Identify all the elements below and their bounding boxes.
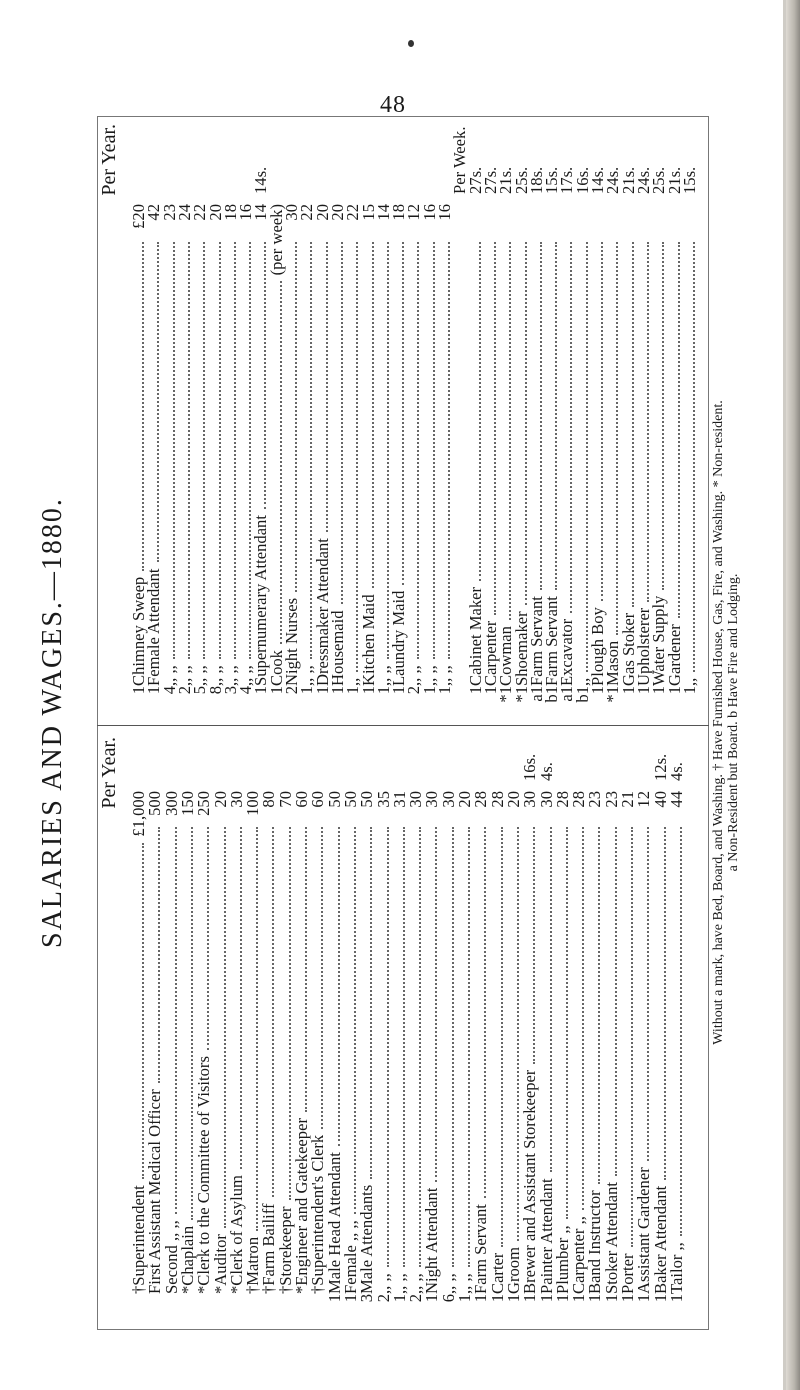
leader-dots [208, 242, 221, 659]
row-title: ,, ,, [435, 665, 454, 686]
row-count: 3 [220, 686, 240, 695]
row-title: Night Nurses [282, 597, 301, 686]
row-count: 2 [373, 1294, 393, 1303]
row-title: Gas Stoker [618, 612, 638, 686]
row-title: †Superintendent [129, 1185, 148, 1294]
row-extra: 21s. [496, 166, 516, 194]
leader-dots [310, 827, 323, 1129]
row-count: 2 [174, 686, 194, 695]
row-title: ,, ,, [205, 665, 225, 686]
leader-dots [162, 242, 175, 659]
row-amount: 70 [275, 791, 295, 808]
row-extra: 21s. [618, 166, 638, 194]
row-count: 1 [324, 1294, 344, 1303]
row-title: ,, [572, 677, 592, 686]
row-amount: £1,000 [129, 791, 148, 837]
row-amount: 20 [327, 204, 347, 221]
row-amount: 250 [194, 791, 214, 816]
leader-dots [146, 242, 159, 562]
row-count: 1 [435, 686, 454, 695]
leader-dots [682, 242, 695, 672]
leader-dots [343, 827, 356, 1214]
row-extra: 18s. [526, 166, 546, 194]
leader-dots [457, 827, 470, 1267]
row-count: a1 [526, 686, 546, 702]
row-count: 1 [266, 686, 286, 695]
row-title: Shoemaker [511, 611, 531, 686]
row-amount: 24 [174, 204, 194, 221]
row-amount: 22 [297, 204, 317, 221]
row-count: 1 [312, 686, 332, 695]
table-row [680, 124, 701, 714]
row-amount: 22 [343, 204, 363, 221]
row-extra: 15s. [679, 166, 699, 194]
row-extra: 27s. [480, 166, 500, 194]
row-count: 1 [618, 686, 638, 695]
leader-dots [213, 827, 226, 1228]
row-count: 1 [465, 686, 485, 695]
row-title: ,, ,, [373, 665, 393, 686]
row-count: 2 [406, 1294, 426, 1303]
row-title: Night Attendant [422, 1187, 442, 1294]
row-amount: 35 [373, 791, 393, 808]
leader-dots [441, 827, 454, 1267]
leader-dots [604, 827, 617, 1176]
leader-dots [245, 827, 258, 1231]
row-amount: 28 [552, 791, 572, 808]
row-count: 2 [404, 686, 424, 695]
row-amount: 20 [312, 204, 332, 221]
row-title: Second ,, ,, [161, 1220, 181, 1294]
row-title: Mason [603, 640, 623, 686]
left-column [99, 737, 705, 1322]
row-count: 1 [419, 686, 439, 695]
row-extra: 24s. [603, 166, 623, 194]
row-extra: 27s. [465, 166, 485, 194]
row-count: 1 [601, 1294, 621, 1303]
row-count: 1 [666, 1294, 686, 1303]
row-amount: 50 [340, 791, 360, 808]
leader-dots [315, 242, 328, 532]
row-amount: 30 [406, 791, 426, 808]
row-count: 5 [190, 686, 210, 695]
leader-dots [299, 242, 312, 659]
row-amount: 12 [634, 791, 654, 808]
row-amount: 14 [251, 204, 271, 221]
row-title: Female ,, ,, [340, 1220, 360, 1294]
row-title: ,, ,, [159, 665, 179, 686]
leader-dots [522, 827, 535, 1064]
row-title: *Chaplain [177, 1225, 197, 1294]
row-count: 1 [422, 1294, 442, 1303]
row-title: Brewer and Assistant Storekeeper [520, 1069, 540, 1294]
row-extra: 12s. [650, 753, 670, 781]
row-count: 1 [389, 1294, 409, 1303]
page-number: 48 [380, 92, 406, 118]
row-amount: 30 [520, 791, 540, 808]
row-title: †Storekeeper [275, 1206, 295, 1294]
row-extra: 15s. [542, 166, 562, 194]
column-divider [97, 725, 709, 726]
leader-dots [180, 827, 193, 1220]
leader-dots [229, 827, 242, 1169]
row-amount: 23 [585, 791, 605, 808]
leader-dots [498, 242, 511, 620]
row-extra: 21s. [664, 166, 684, 194]
leader-dots [555, 827, 568, 1219]
row-amount: 100 [243, 791, 263, 816]
leader-dots [483, 242, 496, 615]
row-amount: 23 [601, 791, 621, 808]
row-count: *1 [603, 686, 623, 703]
row-amount: (per week) [266, 204, 286, 276]
row-title: Plumber ,, [552, 1225, 572, 1294]
row-title: *Engineer and Gatekeeper [292, 1118, 311, 1294]
row-title: Baker Attendant [650, 1185, 670, 1294]
row-title: Farm Servant [542, 596, 562, 686]
row-extra: 14s. [251, 166, 271, 194]
row-count: 1 [679, 686, 699, 695]
row-title: Water Supply [649, 595, 669, 686]
leader-dots [620, 827, 633, 1247]
leader-dots [422, 242, 435, 659]
row-count: 1 [129, 686, 148, 695]
row-count: 1 [373, 686, 393, 695]
row-count: 1 [588, 686, 607, 695]
row-extra: 17s. [557, 166, 577, 194]
leader-dots [196, 827, 209, 1050]
leader-dots [590, 242, 603, 601]
row-title: Painter Attendant [536, 1178, 556, 1294]
row-extra: 16s. [572, 166, 592, 194]
row-title: *Auditor [210, 1234, 230, 1294]
leader-dots [514, 242, 527, 605]
footnote-line-2: a Non-Resident but Board. b Have Fire and Lodging. [726, 573, 741, 872]
leader-dots [406, 242, 419, 659]
row-title: ,, ,, [406, 1273, 426, 1294]
row-title: ,, ,, [455, 1273, 474, 1294]
row-amount: 16 [435, 204, 454, 221]
row-extra: 25s. [649, 166, 669, 194]
leader-dots [539, 827, 552, 1172]
footnote-line-1: Without a mark, have Bed, Board, and Washing. † Have Furnished House, Gas, Fire, and Washing. * Non-resident. [711, 400, 726, 1045]
row-amount: 150 [177, 791, 197, 816]
leader-dots [192, 242, 205, 659]
row-count: b1 [542, 686, 562, 703]
leader-dots [261, 827, 274, 1198]
row-amount: 21 [618, 791, 637, 808]
row-count: 1 [552, 1294, 572, 1303]
row-title: ,, ,, [236, 665, 256, 686]
row-amount: 60 [308, 791, 328, 808]
row-extra: 25s. [511, 166, 531, 194]
right-column-header: Per Year. [98, 124, 120, 196]
row-title: Dressmaker Attendant [312, 538, 332, 686]
row-title: Upholsterer [633, 607, 653, 686]
leader-dots [269, 281, 282, 644]
leader-dots [177, 242, 190, 659]
footnotes [711, 115, 741, 1330]
row-title: Male Head Attendant [324, 1152, 344, 1294]
row-count: 1 [144, 686, 164, 695]
row-count: 1 [389, 686, 409, 695]
leader-dots [238, 242, 251, 659]
right-column [99, 124, 705, 714]
row-amount: 31 [389, 791, 409, 808]
row-count: 1 [503, 1294, 523, 1303]
row-count: 1 [520, 1294, 540, 1303]
row-amount: 12 [404, 204, 424, 221]
left-column-header: Per Year. [98, 737, 120, 809]
row-amount: 60 [292, 791, 311, 808]
leader-dots [490, 827, 503, 1247]
leader-dots [376, 242, 389, 659]
row-title: Porter [618, 1253, 637, 1294]
leader-dots [278, 827, 291, 1200]
row-extra: 14s. [588, 166, 607, 194]
leader-dots [164, 827, 177, 1214]
row-count: 1 [618, 1294, 637, 1303]
row-title: Carpenter [480, 620, 500, 686]
leader-dots [391, 242, 404, 585]
row-amount: 50 [324, 791, 344, 808]
leader-dots [571, 827, 584, 1210]
row-title: Laundry Maid [389, 590, 409, 686]
row-amount: 18 [220, 204, 240, 221]
row-extra: Per Week. [450, 126, 470, 194]
row-title: Excavator [557, 618, 577, 686]
leader-dots [544, 242, 557, 590]
page-heading: SALARIES AND WAGES.—1880. [37, 497, 68, 948]
row-count: 1 [487, 1294, 507, 1303]
leader-dots [653, 827, 666, 1180]
leader-dots [424, 827, 437, 1182]
row-amount: 300 [161, 791, 181, 816]
row-count: 1 [536, 1294, 556, 1303]
page-edge [786, 0, 800, 1390]
leader-dots [559, 242, 572, 613]
row-title: †Superintendent's Clerk [308, 1134, 328, 1294]
row-amount: 42 [144, 204, 164, 221]
row-amount: 30 [226, 791, 246, 808]
row-amount: 20 [455, 791, 474, 808]
leader-dots [636, 827, 649, 1161]
row-amount: 500 [145, 791, 165, 816]
row-count: b1 [572, 686, 592, 703]
row-title: Carpenter ,, [569, 1216, 589, 1294]
row-extra: 24s. [633, 166, 653, 194]
row-extra: 4s. [666, 762, 686, 781]
row-amount: 28 [569, 791, 589, 808]
leader-dots [667, 242, 680, 618]
leader-dots [284, 242, 297, 592]
row-count: 1 [471, 1294, 491, 1303]
row-amount: 44 [666, 791, 686, 808]
row-title: ,, ,, [389, 1273, 409, 1294]
row-count: 1 [251, 686, 271, 695]
table-row [667, 737, 688, 1322]
leader-dots [621, 242, 634, 607]
leader-dots [468, 242, 481, 581]
row-amount: 30 [422, 791, 442, 808]
row-amount: 20 [503, 791, 523, 808]
row-title: ,, ,, [297, 665, 317, 686]
row-count: 1 [569, 1294, 589, 1303]
leader-dots [605, 242, 618, 635]
row-amount: 80 [259, 791, 279, 808]
row-title: Farm Servant [526, 596, 546, 686]
row-title: ,, ,, [404, 665, 424, 686]
row-count: 6 [438, 1294, 458, 1303]
leader-dots [587, 827, 600, 1184]
row-count: 1 [327, 686, 347, 695]
leader-dots [361, 242, 374, 588]
row-title: †Farm Bailiff [259, 1203, 279, 1294]
row-title: Cook [266, 650, 286, 686]
leader-dots [529, 242, 542, 590]
row-count: 1 [664, 686, 684, 695]
row-title: Carter [487, 1252, 507, 1294]
leader-dots [147, 827, 160, 1083]
leader-dots [131, 242, 144, 571]
leader-dots [437, 242, 450, 659]
row-count: 1 [633, 686, 653, 695]
row-amount: 14 [373, 204, 393, 221]
leader-dots [376, 827, 389, 1267]
row-amount: 18 [389, 204, 409, 221]
leader-dots [575, 242, 588, 672]
leader-dots [253, 242, 266, 509]
leader-dots [294, 827, 307, 1112]
row-title: *Clerk to the Committee of Visitors [194, 1056, 214, 1294]
row-title: ,, [679, 677, 699, 686]
row-amount: 22 [190, 204, 210, 221]
row-title: Cabinet Maker [465, 586, 485, 686]
row-title: ,, ,, [190, 665, 210, 686]
row-title: ,, ,, [220, 665, 240, 686]
row-title: Supernumerary Attendant [251, 515, 271, 686]
row-amount: £20 [129, 204, 148, 229]
leader-dots [506, 827, 519, 1241]
row-count: 4 [236, 686, 256, 695]
row-amount: 28 [471, 791, 491, 808]
row-count: 3 [357, 1294, 377, 1303]
row-title: Chimney Sweep [129, 576, 148, 686]
row-count: 2 [282, 686, 301, 695]
leader-dots [651, 242, 664, 590]
row-count: 1 [649, 686, 669, 695]
row-title: Assistant Gardener [634, 1167, 654, 1294]
row-title: Band Instructor [585, 1190, 605, 1294]
leader-dots [327, 827, 340, 1146]
row-extra: 4s. [536, 762, 556, 781]
row-title: ,, ,, [373, 1273, 393, 1294]
row-title: Kitchen Maid [358, 594, 378, 686]
row-title: ,, ,, [438, 1273, 458, 1294]
row-count: 8 [205, 686, 225, 695]
row-count: 1 [455, 1294, 474, 1303]
row-amount: 40 [650, 791, 670, 808]
row-amount: 30 [438, 791, 458, 808]
row-title: Male Attendants [357, 1184, 377, 1294]
row-title: *Clerk of Asylum [226, 1175, 246, 1294]
row-title: First Assistant Medical Officer [145, 1089, 165, 1294]
row-title: Female Attendant [144, 568, 164, 686]
row-amount: 15 [358, 204, 378, 221]
row-title: ,, [343, 677, 363, 686]
row-count: 1 [358, 686, 378, 695]
left-column-header-row [99, 737, 120, 1322]
row-count: 1 [585, 1294, 605, 1303]
right-column-header-row [99, 124, 120, 714]
row-title: Plough Boy [588, 607, 607, 686]
row-count: 4 [159, 686, 179, 695]
row-count: 1 [650, 1294, 670, 1303]
row-amount: 50 [357, 791, 377, 808]
row-amount: 16 [236, 204, 256, 221]
row-count: 1 [340, 1294, 360, 1303]
leader-dots [392, 827, 405, 1267]
rotated-table [35, 115, 741, 1330]
leader-dots [669, 827, 682, 1236]
leader-dots [408, 827, 421, 1267]
row-count: *1 [511, 686, 531, 703]
leader-dots [330, 242, 343, 604]
row-count: a1 [557, 686, 577, 702]
row-count: *1 [496, 686, 516, 703]
leader-dots [345, 242, 358, 672]
leader-dots [454, 242, 465, 680]
row-title: Tailor ,, [666, 1242, 686, 1294]
row-amount: 30 [536, 791, 556, 808]
row-count: 1 [297, 686, 317, 695]
row-count: 1 [480, 686, 500, 695]
row-title: Gardener [664, 624, 684, 686]
row-amount: 23 [159, 204, 179, 221]
row-title: Groom [503, 1246, 523, 1294]
row-amount: 20 [210, 791, 230, 808]
row-count: 1 [343, 686, 363, 695]
row-amount: 20 [205, 204, 225, 221]
row-amount: 30 [282, 204, 301, 221]
row-title: ,, ,, [419, 665, 439, 686]
row-title: Stoker Attendant [601, 1182, 621, 1294]
row-amount: 28 [487, 791, 507, 808]
leader-dots [636, 242, 649, 602]
leader-dots [131, 843, 144, 1180]
row-title: Farm Servant [471, 1204, 491, 1294]
leader-dots [473, 827, 486, 1198]
row-title: Cowman [496, 626, 516, 686]
row-title: †Matron [243, 1236, 263, 1294]
row-amount: 16 [419, 204, 439, 221]
row-title: ,, ,, [174, 665, 194, 686]
leader-dots [223, 242, 236, 659]
leader-dots [359, 827, 372, 1179]
row-title: Housemaid [327, 610, 347, 686]
ink-speck [408, 40, 414, 47]
row-count: 1 [634, 1294, 654, 1303]
row-extra: 16s. [520, 753, 540, 781]
